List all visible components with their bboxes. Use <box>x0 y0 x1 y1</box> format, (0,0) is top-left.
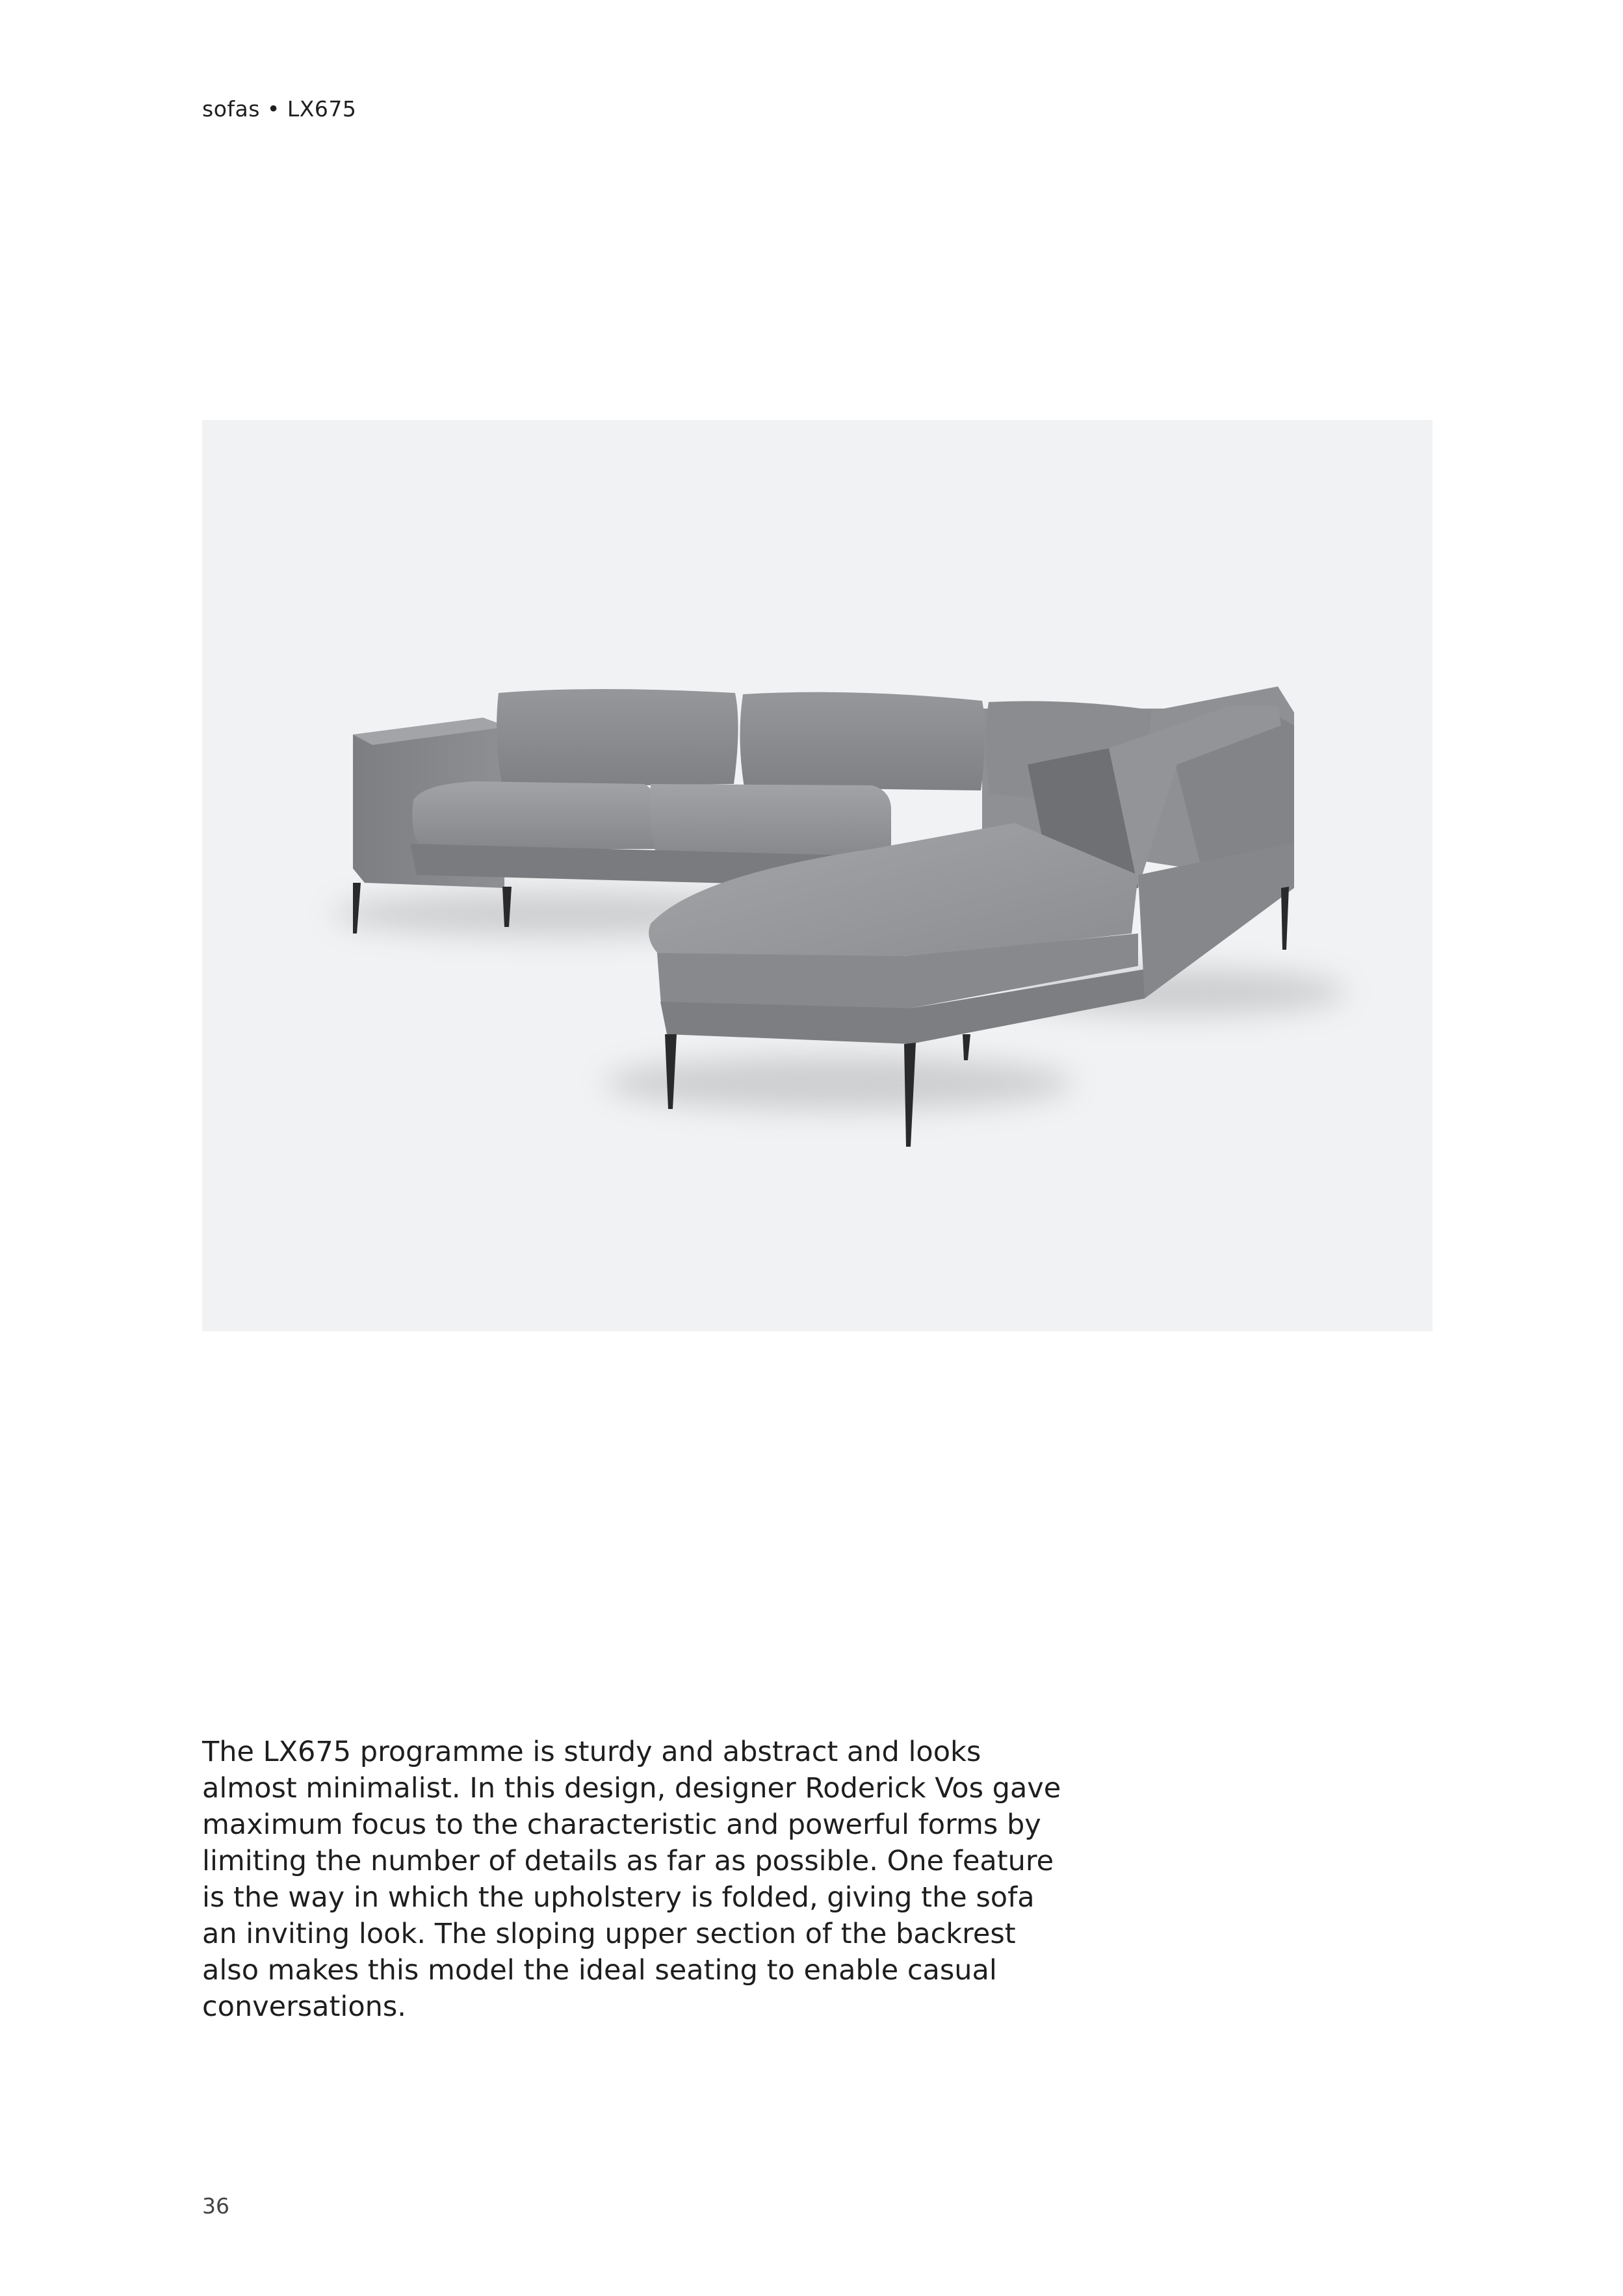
description-line: maximum focus to the characteristic and powerful forms by <box>202 1808 1041 1841</box>
product-description <box>202 1734 1061 2025</box>
description-line: also makes this model the ideal seating to enable casual <box>202 1954 997 1987</box>
description-line: limiting the number of details as far as possible. One feature <box>202 1845 1054 1877</box>
product-photo <box>202 420 1433 1331</box>
description-line: conversations. <box>202 1990 406 2023</box>
description-line: an inviting look. The sloping upper section of the backrest <box>202 1918 1016 1950</box>
description-line: almost minimalist. In this design, designer Roderick Vos gave <box>202 1772 1061 1805</box>
sofa-image <box>202 420 1433 1331</box>
section-header: sofas • LX675 <box>202 96 357 122</box>
page-number: 36 <box>202 2193 229 2219</box>
description-line: The LX675 programme is sturdy and abstract and looks <box>202 1736 981 1768</box>
description-line: is the way in which the upholstery is folded, giving the sofa <box>202 1881 1035 1914</box>
